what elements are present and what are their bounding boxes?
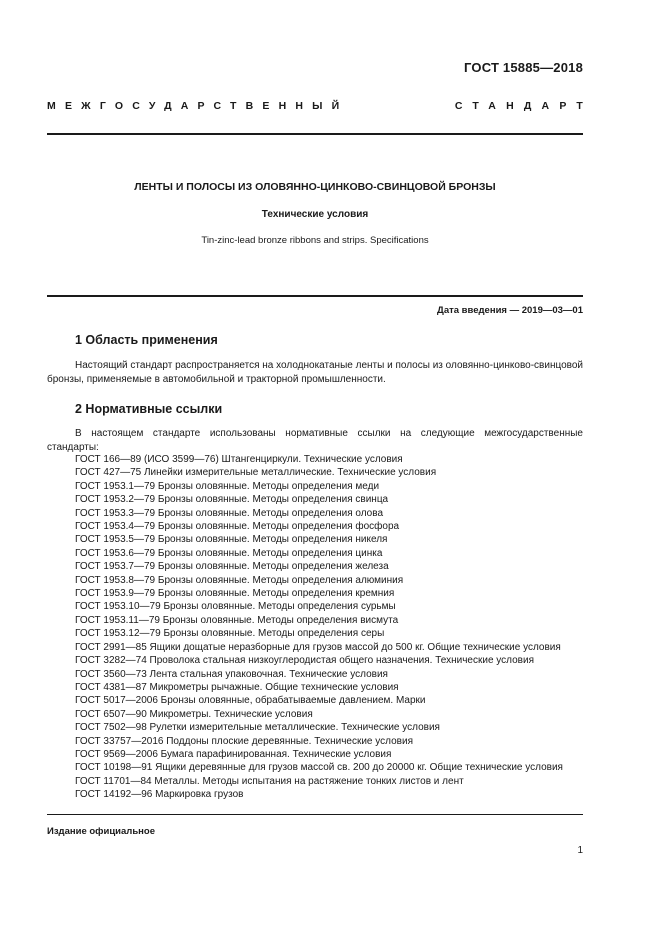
standard-type-word-1: МЕЖГОСУДАРСТВЕННЫЙ <box>47 100 349 112</box>
reference-item: ГОСТ 3560—73 Лента стальная упаковочная. Технические условия <box>75 668 388 680</box>
reference-item: ГОСТ 7502—98 Рулетки измерительные металлические. Технические условия <box>75 722 440 734</box>
edition-label: Издание официальное <box>47 826 155 837</box>
standard-type-heading <box>47 100 593 112</box>
introduction-date: Дата введения — 2019—03—01 <box>437 305 583 316</box>
section-2-text: В настоящем стандарте использованы нормативные ссылки на следующие межгосударственные стандарты: <box>47 428 583 453</box>
reference-item: ГОСТ 10198—91 Ящики деревянные для грузов массой св. 200 до 20000 кг. Общие технические условия <box>75 762 563 774</box>
title-rule <box>47 295 583 297</box>
reference-item: ГОСТ 1953.8—79 Бронзы оловянные. Методы определения алюминия <box>75 574 404 586</box>
english-title: Tin-zinc-lead bronze ribbons and strips. Specifications <box>201 235 429 246</box>
footer-rule <box>47 814 583 815</box>
reference-item: ГОСТ 6507—90 Микрометры. Технические условия <box>75 708 313 720</box>
page-number: 1 <box>577 845 583 856</box>
section-1-heading: 1 Область применения <box>75 333 218 347</box>
reference-item: ГОСТ 9569—2006 Бумага парафинированная. Технические условия <box>75 748 392 760</box>
reference-item: ГОСТ 11701—84 Металлы. Методы испытания на растяжение тонких листов и лент <box>75 775 464 787</box>
header-rule <box>47 133 583 135</box>
reference-item: ГОСТ 33757—2016 Поддоны плоские деревянные. Технические условия <box>75 735 413 747</box>
reference-item: ГОСТ 2991—85 Ящики дощатые неразборные для грузов массой до 500 кг. Общие технические условия <box>75 641 561 653</box>
reference-item: ГОСТ 1953.5—79 Бронзы оловянные. Методы определения никеля <box>75 534 388 546</box>
reference-item: ГОСТ 4381—87 Микрометры рычажные. Общие технические условия <box>75 681 399 693</box>
document-title: ЛЕНТЫ И ПОЛОСЫ ИЗ ОЛОВЯННО-ЦИНКОВО-СВИНЦОВОЙ БРОНЗЫ <box>134 181 496 193</box>
reference-item: ГОСТ 1953.12—79 Бронзы оловянные. Методы определения серы <box>75 628 385 640</box>
reference-item: ГОСТ 1953.7—79 Бронзы оловянные. Методы определения железа <box>75 561 389 573</box>
reference-item: ГОСТ 5017—2006 Бронзы оловянные, обрабатываемые давлением. Марки <box>75 695 426 707</box>
document-subtitle: Технические условия <box>261 209 369 220</box>
reference-item: ГОСТ 1953.4—79 Бронзы оловянные. Методы определения фосфора <box>75 521 400 533</box>
reference-item: ГОСТ 3282—74 Проволока стальная низкоуглеродистая общего назначения. Технические условия <box>75 655 534 667</box>
reference-item: ГОСТ 1953.1—79 Бронзы оловянные. Методы определения меди <box>75 480 380 492</box>
reference-item: ГОСТ 1953.9—79 Бронзы оловянные. Методы определения кремния <box>75 588 395 600</box>
reference-item: ГОСТ 14192—96 Маркировка грузов <box>75 789 244 801</box>
reference-item: ГОСТ 427—75 Линейки измерительные металлические. Технические условия <box>75 467 437 479</box>
reference-item: ГОСТ 166—89 (ИСО 3599—76) Штангенциркули. Технические условия <box>75 454 403 465</box>
reference-item: ГОСТ 1953.3—79 Бронзы оловянные. Методы определения олова <box>75 507 384 519</box>
normative-references-list <box>75 453 585 802</box>
reference-item: ГОСТ 1953.2—79 Бронзы оловянные. Методы определения свинца <box>75 494 389 506</box>
reference-item: ГОСТ 1953.10—79 Бронзы оловянные. Методы определения сурьмы <box>75 601 396 613</box>
document-code: ГОСТ 15885—2018 <box>464 60 583 75</box>
reference-item: ГОСТ 1953.6—79 Бронзы оловянные. Методы определения цинка <box>75 547 383 559</box>
standard-type-word-2: СТАНДАРТ <box>454 100 593 112</box>
section-2-heading: 2 Нормативные ссылки <box>75 402 223 416</box>
reference-item: ГОСТ 1953.11—79 Бронзы оловянные. Методы определения висмута <box>75 614 399 626</box>
section-1-text: Настоящий стандарт распространяется на холоднокатаные ленты и полосы из оловянно-цинково-свинцовой бронзы, применяемые в автомобильной и тракторной промышленности. <box>47 360 583 385</box>
